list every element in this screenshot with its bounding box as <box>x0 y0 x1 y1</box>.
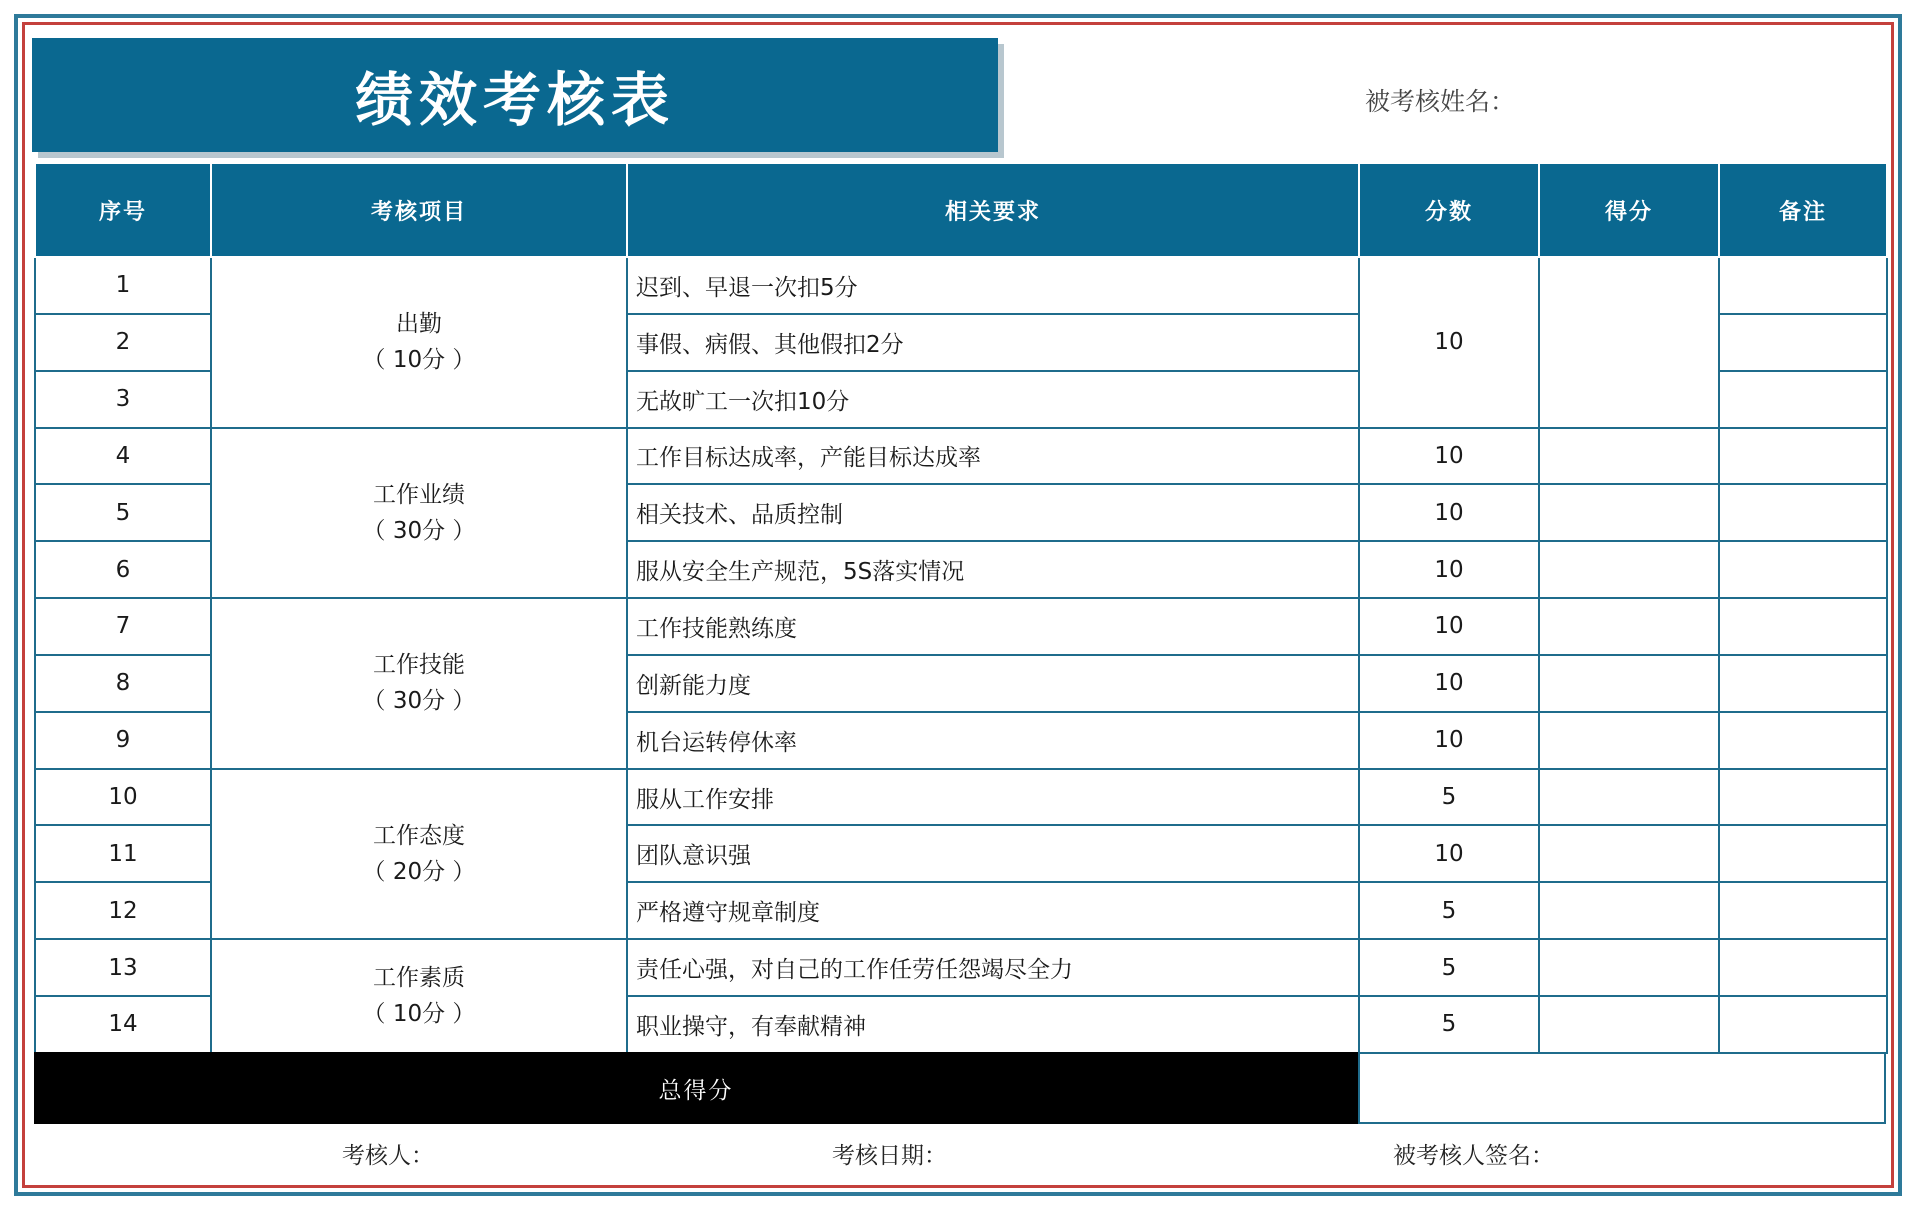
assessment-date-label: 考核日期： <box>832 1143 947 1169</box>
category-name: 工作态度 <box>373 822 465 849</box>
table-row <box>35 257 1887 314</box>
seq-cell: 8 <box>35 655 211 712</box>
requirement-cell: 工作技能熟练度 <box>627 598 1359 655</box>
points-cell: 10 <box>1359 428 1539 485</box>
category-name: 工作业绩 <box>373 481 465 508</box>
assessee-name-label: 被考核姓名： <box>1365 87 1516 116</box>
points-cell: 10 <box>1359 825 1539 882</box>
points-cell: 10 <box>1359 257 1539 428</box>
remark-cell[interactable] <box>1719 484 1887 541</box>
points-cell: 5 <box>1359 769 1539 826</box>
category-cell-quality <box>211 939 627 1053</box>
requirement-cell: 无故旷工一次扣10分 <box>627 371 1359 428</box>
requirement-cell: 相关技术、品质控制 <box>627 484 1359 541</box>
score-cell[interactable] <box>1539 655 1719 712</box>
table-row <box>35 428 1887 485</box>
remark-cell[interactable] <box>1719 655 1887 712</box>
remark-cell[interactable] <box>1719 371 1887 428</box>
requirement-cell: 工作目标达成率，产能目标达成率 <box>627 428 1359 485</box>
remark-cell[interactable] <box>1719 939 1887 996</box>
remark-cell[interactable] <box>1719 257 1887 314</box>
requirement-cell: 职业操守，有奉献精神 <box>627 996 1359 1053</box>
remark-cell[interactable] <box>1719 882 1887 939</box>
header-score: 得分 <box>1539 163 1719 257</box>
header-row <box>35 163 1887 257</box>
seq-cell: 4 <box>35 428 211 485</box>
requirement-cell: 机台运转停休率 <box>627 712 1359 769</box>
remark-cell[interactable] <box>1719 712 1887 769</box>
remark-cell[interactable] <box>1719 314 1887 371</box>
seq-cell: 3 <box>35 371 211 428</box>
points-cell: 10 <box>1359 598 1539 655</box>
header-item: 考核项目 <box>211 163 627 257</box>
total-score-label: 总得分 <box>34 1052 1358 1124</box>
requirement-cell: 事假、病假、其他假扣2分 <box>627 314 1359 371</box>
requirement-cell: 迟到、早退一次扣5分 <box>627 257 1359 314</box>
category-cell-performance <box>211 428 627 599</box>
category-weight: （ 20分 ） <box>362 858 476 885</box>
score-cell[interactable] <box>1539 541 1719 598</box>
remark-cell[interactable] <box>1719 996 1887 1053</box>
score-cell[interactable] <box>1539 484 1719 541</box>
requirement-cell: 创新能力度 <box>627 655 1359 712</box>
requirement-cell: 服从工作安排 <box>627 769 1359 826</box>
category-cell-skills <box>211 598 627 769</box>
page-title: 绩效考核表 <box>354 66 675 134</box>
category-name: 工作技能 <box>373 652 465 679</box>
score-cell[interactable] <box>1539 825 1719 882</box>
category-name: 出勤 <box>396 311 442 338</box>
assessment-table <box>34 162 1888 1054</box>
requirement-cell: 服从安全生产规范，5S落实情况 <box>627 541 1359 598</box>
category-weight: （ 30分 ） <box>362 688 476 715</box>
category-cell-attitude <box>211 769 627 940</box>
remark-cell[interactable] <box>1719 598 1887 655</box>
seq-cell: 12 <box>35 882 211 939</box>
seq-cell: 11 <box>35 825 211 882</box>
assessor-label: 考核人： <box>342 1143 434 1169</box>
requirement-cell: 团队意识强 <box>627 825 1359 882</box>
header-requirement: 相关要求 <box>627 163 1359 257</box>
points-cell: 10 <box>1359 541 1539 598</box>
header-remark: 备注 <box>1719 163 1887 257</box>
seq-cell: 13 <box>35 939 211 996</box>
assessee-signature-label: 被考核人签名： <box>1393 1143 1554 1169</box>
score-cell[interactable] <box>1539 882 1719 939</box>
score-cell[interactable] <box>1539 598 1719 655</box>
points-cell: 10 <box>1359 655 1539 712</box>
category-weight: （ 30分 ） <box>362 517 476 544</box>
total-score-cell[interactable] <box>1358 1052 1886 1124</box>
score-cell[interactable] <box>1539 996 1719 1053</box>
seq-cell: 2 <box>35 314 211 371</box>
score-cell[interactable] <box>1539 712 1719 769</box>
header-points: 分数 <box>1359 163 1539 257</box>
total-score-row <box>34 1052 1886 1124</box>
seq-cell: 6 <box>35 541 211 598</box>
category-name: 工作素质 <box>373 965 465 992</box>
points-cell: 10 <box>1359 484 1539 541</box>
table-row <box>35 598 1887 655</box>
table-row <box>35 939 1887 996</box>
points-cell: 5 <box>1359 882 1539 939</box>
category-weight: （ 10分 ） <box>362 1001 476 1028</box>
points-cell: 10 <box>1359 712 1539 769</box>
seq-cell: 5 <box>35 484 211 541</box>
seq-cell: 14 <box>35 996 211 1053</box>
seq-cell: 9 <box>35 712 211 769</box>
score-cell[interactable] <box>1539 939 1719 996</box>
remark-cell[interactable] <box>1719 769 1887 826</box>
category-cell-attendance <box>211 257 627 428</box>
category-weight: （ 10分 ） <box>362 347 476 374</box>
seq-cell: 10 <box>35 769 211 826</box>
requirement-cell: 责任心强，对自己的工作任劳任怨竭尽全力 <box>627 939 1359 996</box>
title-banner <box>32 38 998 152</box>
seq-cell: 7 <box>35 598 211 655</box>
remark-cell[interactable] <box>1719 825 1887 882</box>
remark-cell[interactable] <box>1719 541 1887 598</box>
score-cell[interactable] <box>1539 428 1719 485</box>
score-cell[interactable] <box>1539 257 1719 428</box>
score-cell[interactable] <box>1539 769 1719 826</box>
requirement-cell: 严格遵守规章制度 <box>627 882 1359 939</box>
header-seq: 序号 <box>35 163 211 257</box>
points-cell: 5 <box>1359 996 1539 1053</box>
points-cell: 5 <box>1359 939 1539 996</box>
remark-cell[interactable] <box>1719 428 1887 485</box>
seq-cell: 1 <box>35 257 211 314</box>
table-row <box>35 769 1887 826</box>
